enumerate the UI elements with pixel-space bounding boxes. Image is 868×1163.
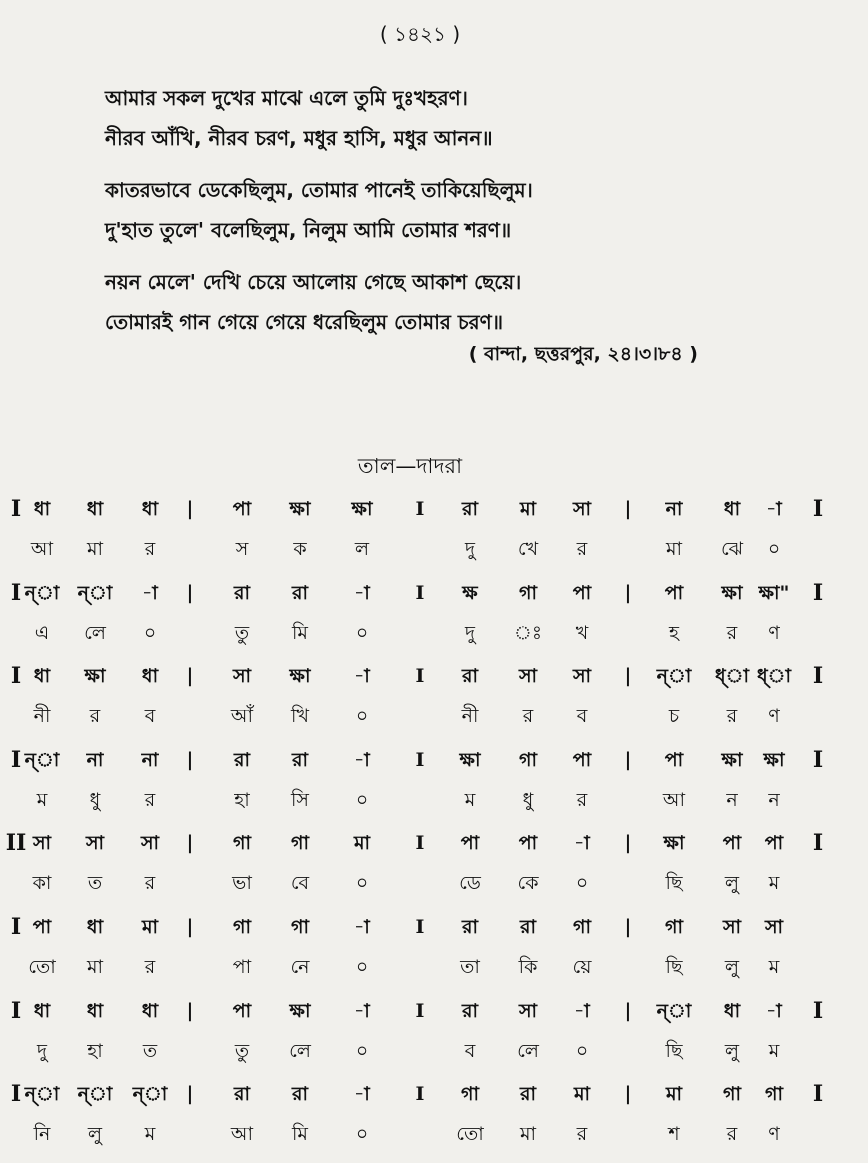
note: সা bbox=[518, 665, 538, 688]
syllable: মা bbox=[86, 538, 104, 560]
note: গা bbox=[665, 915, 683, 938]
syllable: ০ bbox=[355, 1039, 369, 1062]
syllable: আ bbox=[30, 538, 54, 560]
bar-line: | bbox=[186, 498, 194, 520]
note: পা bbox=[232, 498, 252, 520]
notation-row-pair bbox=[0, 1075, 868, 1159]
note: সা bbox=[85, 832, 105, 855]
note: পা bbox=[232, 999, 252, 1022]
note: ক্ষা" bbox=[758, 581, 790, 604]
note: গা bbox=[233, 915, 251, 938]
lyric-line: নয়ন মেলে' দেখি চেয়ে আলোয় গেছে আকাশ ছেয়ে। bbox=[105, 270, 522, 294]
note: ক্ষা bbox=[459, 748, 481, 771]
note: ন্া bbox=[77, 1083, 113, 1106]
note: রা bbox=[292, 1083, 308, 1106]
syllable: ণ bbox=[768, 621, 780, 644]
syllable: শ bbox=[668, 1123, 680, 1146]
syllable: র bbox=[576, 538, 588, 560]
note: গা bbox=[519, 581, 537, 604]
closing-bar: I bbox=[812, 579, 824, 606]
note: ধা bbox=[723, 999, 741, 1022]
notes-row bbox=[0, 657, 868, 695]
syllable: ০ bbox=[355, 955, 369, 978]
syllable: লু bbox=[724, 872, 740, 895]
lyric-line: কাতরভাবে ডেকেছিলুম, তোমার পানেই তাকিয়েছিলুম। bbox=[105, 178, 533, 202]
bar-line: | bbox=[186, 1083, 194, 1106]
syllable: র bbox=[726, 1123, 738, 1146]
syllable: তু bbox=[234, 1039, 250, 1062]
note: রা bbox=[520, 915, 536, 938]
notes-row bbox=[0, 824, 868, 862]
syllable: আঁ bbox=[230, 705, 254, 728]
opening-bar: I bbox=[10, 997, 22, 1024]
syllable: ভা bbox=[232, 872, 252, 895]
lyric-line: তোমারই গান গেয়ে গেয়ে ধরেছিলুম তোমার চরণ॥ bbox=[105, 310, 504, 334]
syllable: ০ bbox=[355, 621, 369, 644]
bar-line: I bbox=[415, 498, 425, 520]
bar-line: | bbox=[186, 915, 194, 938]
syllable: লে bbox=[84, 621, 106, 644]
note: -া bbox=[354, 999, 370, 1022]
syllable: র bbox=[726, 705, 738, 728]
note: পা bbox=[664, 748, 684, 771]
note: গা bbox=[519, 748, 537, 771]
note: গা bbox=[765, 1083, 783, 1106]
note: ধা bbox=[33, 498, 51, 520]
syllables-row bbox=[0, 614, 868, 652]
syllable: ম bbox=[768, 872, 780, 895]
syllables-row bbox=[0, 530, 868, 568]
bar-line: | bbox=[186, 999, 194, 1022]
closing-bar: I bbox=[812, 997, 824, 1024]
note: ক্ষা bbox=[289, 498, 311, 520]
syllable: সি bbox=[291, 788, 309, 811]
note: সা bbox=[32, 832, 52, 855]
note: -া bbox=[354, 1083, 370, 1106]
syllables-row bbox=[0, 781, 868, 819]
syllable: ত bbox=[87, 872, 103, 895]
opening-bar: I bbox=[10, 579, 22, 606]
note: না bbox=[86, 748, 104, 771]
syllable: দু bbox=[465, 621, 475, 644]
syllable: র bbox=[576, 788, 588, 811]
bar-line: | bbox=[186, 832, 194, 855]
note: গা bbox=[291, 915, 309, 938]
syllable: বে bbox=[290, 872, 310, 895]
syllable: ঝে bbox=[720, 538, 744, 560]
syllable: ণ bbox=[768, 705, 780, 728]
bar-line: | bbox=[624, 498, 632, 520]
syllable: র bbox=[522, 705, 534, 728]
bar-line: | bbox=[186, 581, 194, 604]
note: সা bbox=[518, 999, 538, 1022]
syllable: ঃ bbox=[514, 621, 542, 644]
syllable: লু bbox=[724, 955, 740, 978]
note: -া bbox=[354, 915, 370, 938]
syllable: ন bbox=[768, 788, 780, 811]
syllable: র bbox=[144, 872, 156, 895]
syllable: লে bbox=[517, 1039, 539, 1062]
opening-bar: II bbox=[5, 830, 27, 857]
syllable: ম bbox=[36, 788, 48, 811]
note: রা bbox=[462, 999, 478, 1022]
note: -া bbox=[574, 999, 590, 1022]
syllable: হ bbox=[669, 621, 679, 644]
bar-line: | bbox=[186, 665, 194, 688]
bar-line: | bbox=[624, 1083, 632, 1106]
opening-bar: I bbox=[10, 1081, 22, 1108]
note: পা bbox=[460, 832, 480, 855]
note: -া bbox=[354, 748, 370, 771]
notation-grid bbox=[0, 490, 868, 1159]
opening-bar: I bbox=[10, 746, 22, 773]
syllable: মি bbox=[292, 621, 308, 644]
note: পা bbox=[664, 581, 684, 604]
syllable: দু bbox=[37, 1039, 47, 1062]
syllable: হা bbox=[87, 1039, 103, 1062]
syllable: কা bbox=[32, 872, 52, 895]
syllable: ০ bbox=[355, 1123, 369, 1146]
note: গা bbox=[461, 1083, 479, 1106]
bar-line: | bbox=[624, 665, 632, 688]
syllable: স bbox=[235, 538, 249, 560]
note: সা bbox=[722, 915, 742, 938]
bar-line: | bbox=[624, 999, 632, 1022]
syllable: হা bbox=[234, 788, 250, 811]
syllable: মি bbox=[292, 1123, 308, 1146]
closing-bar: I bbox=[812, 830, 824, 857]
notation-row-pair bbox=[0, 824, 868, 908]
note: পা bbox=[518, 832, 538, 855]
note: রা bbox=[234, 581, 250, 604]
note: -া bbox=[142, 581, 158, 604]
syllable: ম bbox=[768, 955, 780, 978]
syllable: কে bbox=[517, 872, 539, 895]
syllable: ম bbox=[464, 788, 476, 811]
notes-row bbox=[0, 574, 868, 612]
note: ক্ষা bbox=[721, 581, 743, 604]
syllable: কি bbox=[518, 955, 538, 978]
bar-line: I bbox=[415, 748, 425, 771]
note: ধ্া bbox=[715, 665, 749, 688]
note: সা bbox=[232, 665, 252, 688]
bar-line: | bbox=[624, 832, 632, 855]
syllable: ছি bbox=[665, 955, 683, 978]
note: -া bbox=[354, 581, 370, 604]
bar-line: I bbox=[415, 581, 425, 604]
note: সা bbox=[764, 915, 784, 938]
note: ন্া bbox=[24, 1083, 60, 1106]
note: পা bbox=[764, 832, 784, 855]
notes-row bbox=[0, 992, 868, 1030]
note: -া bbox=[766, 999, 782, 1022]
lyric-line: আমার সকল দুখের মাঝে এলে তুমি দুঃখহরণ। bbox=[105, 86, 468, 110]
note: সা bbox=[572, 498, 592, 520]
syllables-row bbox=[0, 864, 868, 902]
notes-row bbox=[0, 1075, 868, 1113]
note: ক্ষা bbox=[289, 665, 311, 688]
note: ন্া bbox=[24, 748, 60, 771]
note: রা bbox=[520, 1083, 536, 1106]
stanza bbox=[105, 262, 745, 342]
note: ন্া bbox=[77, 581, 113, 604]
note: রা bbox=[292, 748, 308, 771]
lyric-line: নীরব আঁখি, নীরব চরণ, মধুর হাসি, মধুর আনন॥ bbox=[105, 126, 493, 150]
bar-line: I bbox=[415, 1083, 425, 1106]
note: ধা bbox=[141, 498, 159, 520]
closing-bar: I bbox=[812, 1081, 824, 1108]
note: মা bbox=[665, 1083, 683, 1106]
note: রা bbox=[292, 581, 308, 604]
closing-bar: I bbox=[812, 663, 824, 690]
syllable: ম bbox=[768, 1039, 780, 1062]
closing-bar: I bbox=[812, 496, 824, 522]
syllable: খি bbox=[291, 705, 309, 728]
syllable: লু bbox=[724, 1039, 740, 1062]
syllable: ণ bbox=[768, 1123, 780, 1146]
note: পা bbox=[32, 915, 52, 938]
notation-row-pair bbox=[0, 657, 868, 741]
note: -া bbox=[354, 665, 370, 688]
syllable: র bbox=[144, 788, 156, 811]
syllable: ০ bbox=[355, 788, 369, 811]
note: -া bbox=[766, 498, 782, 520]
note: ক্ষা bbox=[84, 665, 106, 688]
syllable: মা bbox=[86, 955, 104, 978]
note: রা bbox=[462, 498, 478, 520]
syllable: ০ bbox=[575, 1039, 589, 1062]
note: ক্ষা bbox=[721, 748, 743, 771]
syllable: র bbox=[144, 538, 156, 560]
note: না bbox=[665, 498, 683, 520]
syllable: ছি bbox=[665, 872, 683, 895]
bar-line: I bbox=[415, 999, 425, 1022]
syllable: তা bbox=[460, 955, 480, 978]
note: মা bbox=[573, 1083, 591, 1106]
note: মা bbox=[141, 915, 159, 938]
syllable: ছি bbox=[665, 1039, 683, 1062]
lyric-line: দু'হাত তুলে' বলেছিলুম, নিলুম আমি তোমার শরণ॥ bbox=[105, 218, 512, 242]
note: ক্ষা bbox=[663, 832, 685, 855]
syllable: র bbox=[576, 1123, 588, 1146]
note: গা bbox=[291, 832, 309, 855]
syllable: ব bbox=[144, 705, 156, 728]
note: না bbox=[141, 748, 159, 771]
note: ন্া bbox=[132, 1083, 168, 1106]
syllable: দু bbox=[465, 538, 475, 560]
syllable: মা bbox=[519, 1123, 537, 1146]
syllable: ন bbox=[726, 788, 738, 811]
bar-line: I bbox=[415, 915, 425, 938]
syllable: চ bbox=[668, 705, 680, 728]
bar-line: I bbox=[415, 665, 425, 688]
syllable: নে bbox=[290, 955, 310, 978]
note: গা bbox=[233, 832, 251, 855]
syllable: খে bbox=[517, 538, 539, 560]
syllable: নী bbox=[33, 705, 51, 728]
syllable: মা bbox=[665, 538, 683, 560]
note: পা bbox=[572, 581, 592, 604]
syllable: ল bbox=[354, 538, 370, 560]
note: -া bbox=[574, 832, 590, 855]
syllable: ডে bbox=[459, 872, 481, 895]
syllable: পা bbox=[232, 955, 252, 978]
syllables-row bbox=[0, 1115, 868, 1153]
notation-row-pair bbox=[0, 992, 868, 1076]
note: রা bbox=[462, 665, 478, 688]
note: ধ্া bbox=[757, 665, 791, 688]
notation-row-pair bbox=[0, 490, 868, 574]
note: রা bbox=[234, 748, 250, 771]
note: ক্ষা bbox=[763, 748, 785, 771]
syllable: আ bbox=[662, 788, 686, 811]
lyrics-block bbox=[105, 78, 745, 354]
note: ধা bbox=[86, 999, 104, 1022]
syllable: তো bbox=[28, 955, 56, 978]
syllable: র bbox=[144, 955, 156, 978]
note: ধা bbox=[723, 498, 741, 520]
stanza bbox=[105, 170, 745, 250]
note: গা bbox=[723, 1083, 741, 1106]
note: ধা bbox=[86, 915, 104, 938]
syllable: ক bbox=[293, 538, 307, 560]
note: পা bbox=[722, 832, 742, 855]
notation-row-pair bbox=[0, 574, 868, 658]
notation-row-pair bbox=[0, 741, 868, 825]
source-note: ( বান্দা, ছত্তরপুর, ২৪।৩।৮৪ ) bbox=[468, 343, 698, 365]
syllable: ব bbox=[576, 705, 588, 728]
note: ধা bbox=[141, 665, 159, 688]
syllable: ০ bbox=[355, 872, 369, 895]
bar-line: | bbox=[624, 581, 632, 604]
notes-row bbox=[0, 490, 868, 528]
syllable: ০ bbox=[575, 872, 589, 895]
syllables-row bbox=[0, 1032, 868, 1070]
syllable: আ bbox=[230, 1123, 254, 1146]
stanza bbox=[105, 78, 745, 158]
note: ধা bbox=[86, 498, 104, 520]
syllable: নী bbox=[461, 705, 479, 728]
note: রা bbox=[234, 1083, 250, 1106]
note: মা bbox=[353, 832, 371, 855]
note: ন্া bbox=[24, 581, 60, 604]
syllable: এ bbox=[34, 621, 50, 644]
note: গা bbox=[573, 915, 591, 938]
syllable: তো bbox=[456, 1123, 484, 1146]
syllable: ০ bbox=[355, 705, 369, 728]
notes-row bbox=[0, 741, 868, 779]
syllables-row bbox=[0, 697, 868, 735]
syllable: ০ bbox=[767, 538, 781, 560]
note: ধা bbox=[33, 665, 51, 688]
syllable: য়ে bbox=[572, 955, 592, 978]
notes-row bbox=[0, 908, 868, 946]
closing-bar: I bbox=[812, 746, 824, 773]
note: ক্ষ bbox=[462, 581, 478, 604]
opening-bar: I bbox=[10, 913, 22, 940]
note: ধা bbox=[33, 999, 51, 1022]
note: রা bbox=[462, 915, 478, 938]
syllable: ধু bbox=[89, 788, 101, 811]
bar-line: | bbox=[186, 748, 194, 771]
syllables-row bbox=[0, 948, 868, 986]
opening-bar: I bbox=[10, 496, 22, 522]
syllable: র bbox=[726, 621, 738, 644]
note: ধা bbox=[141, 999, 159, 1022]
note: পা bbox=[572, 748, 592, 771]
tala-title: তাল—দাদরা bbox=[357, 454, 463, 478]
syllable: ০ bbox=[143, 621, 157, 644]
bar-line: | bbox=[624, 748, 632, 771]
note: ক্ষা bbox=[351, 498, 373, 520]
note: ন্া bbox=[656, 665, 692, 688]
notation-row-pair bbox=[0, 908, 868, 992]
note: মা bbox=[519, 498, 537, 520]
note: ক্ষা bbox=[289, 999, 311, 1022]
syllable: ধু bbox=[522, 788, 534, 811]
syllable: র bbox=[89, 705, 101, 728]
note: সা bbox=[140, 832, 160, 855]
syllable: ত bbox=[142, 1039, 158, 1062]
opening-bar: I bbox=[10, 663, 22, 690]
note: ন্া bbox=[656, 999, 692, 1022]
syllable: লু bbox=[87, 1123, 103, 1146]
bar-line: I bbox=[415, 832, 425, 855]
note: সা bbox=[572, 665, 592, 688]
syllable: ব bbox=[464, 1039, 476, 1062]
page-number: ( ১৪২১ ) bbox=[379, 22, 461, 46]
bar-line: | bbox=[624, 915, 632, 938]
syllable: ম bbox=[144, 1123, 156, 1146]
syllable: নি bbox=[33, 1123, 51, 1146]
syllable: খ bbox=[575, 621, 589, 644]
syllable: তু bbox=[234, 621, 250, 644]
syllable: লে bbox=[289, 1039, 311, 1062]
